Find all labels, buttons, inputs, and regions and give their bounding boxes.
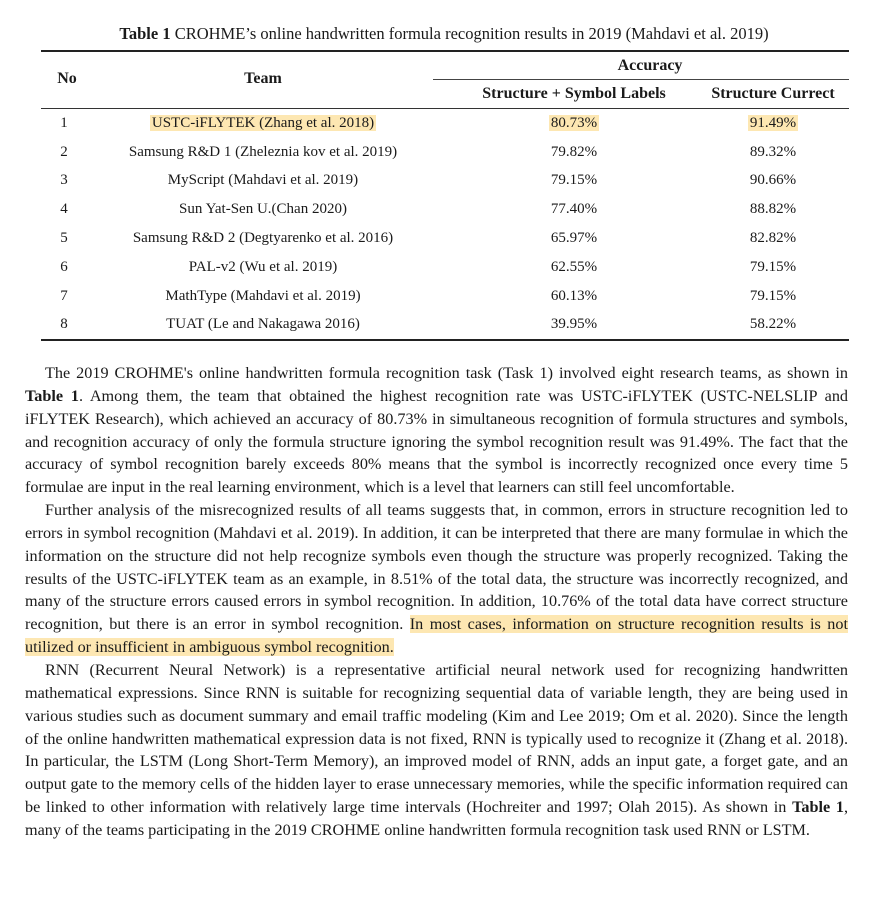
row-team: PAL-v2 (Wu et al. 2019): [188, 258, 338, 275]
row-structure-symbol: 39.95%: [550, 316, 598, 333]
table-reference: Table 1: [25, 386, 79, 405]
row-no: 8: [60, 316, 68, 333]
header-structure: Structure Currect: [697, 80, 849, 109]
header-structure-symbol: Structure + Symbol Labels: [433, 80, 697, 109]
row-structure: 79.15%: [749, 258, 797, 275]
caption-label: Table 1: [119, 24, 171, 43]
paragraph-1: The 2019 CROHME's online handwritten formula recognition task (Task 1) involved eight research teams, as shown in Table 1. Among them, the team that obtained the highest recognition rate was USTC-iFLYTEK (USTC-NELSLIP and iFLYTEK Research), which achieved an accuracy of 80.73% in simultaneous recognition of formula structures and symbols, and recognition accuracy of only the formula structure ignoring the symbol recognition result was 91.49%. The fact that the accuracy of symbol recognition barely exceeds 80% means that the symbol is incorrectly recognized once every time 5 formulae are input in the real learning environment, which is a level that learners can still feel uncomfortable.: [25, 364, 849, 497]
table-row: [41, 167, 849, 196]
row-structure: 90.66%: [749, 172, 797, 189]
row-structure: 88.82%: [749, 201, 797, 218]
table-row: [41, 253, 849, 282]
row-structure-symbol: 79.15%: [550, 172, 598, 189]
caption-text: CROHME’s online handwritten formula recognition results in 2019 (Mahdavi et al. 2019): [170, 24, 769, 43]
table-row: [41, 282, 849, 311]
body-text: [25, 362, 848, 842]
row-team: MyScript (Mahdavi et al. 2019): [167, 172, 359, 189]
row-team: Sun Yat-Sen U.(Chan 2020): [179, 201, 347, 218]
row-structure: 82.82%: [749, 230, 797, 247]
row-no: 2: [60, 143, 68, 160]
results-table: [41, 50, 849, 341]
header-no: No: [41, 51, 93, 109]
highlighted-sentence: In most cases, information on structure recognition results is not utilized or insufficient in ambiguous symbol recognition.: [25, 615, 848, 657]
row-no: 5: [60, 230, 68, 247]
table-row: [41, 311, 849, 341]
row-no: 4: [60, 201, 68, 218]
row-no: 6: [60, 258, 68, 275]
row-structure-symbol: 80.73%: [550, 114, 598, 131]
row-structure-symbol: 77.40%: [550, 201, 598, 218]
row-structure: 89.32%: [749, 143, 797, 160]
row-structure-symbol: 79.82%: [550, 143, 598, 160]
table-row: [41, 138, 849, 167]
table-row: [41, 224, 849, 253]
highlight: USTC-iFLYTEK (Zhang et al. 2018): [151, 114, 375, 131]
table-reference: Table 1: [792, 798, 844, 817]
row-no: 1: [60, 114, 68, 131]
table-row: [41, 195, 849, 224]
table-row: [41, 109, 849, 138]
row-team: Samsung R&D 1 (Zheleznia kov et al. 2019): [128, 143, 398, 160]
row-team: [93, 109, 433, 138]
header-team: Team: [93, 51, 433, 109]
row-structure-symbol: 62.55%: [550, 258, 598, 275]
row-structure: 91.49%: [749, 114, 797, 131]
row-team: Samsung R&D 2 (Degtyarenko et al. 2016): [132, 230, 394, 247]
paragraph-3: RNN (Recurrent Neural Network) is a representative artificial neural network used for recognizing handwritten mathematical expressions. Since RNN is suitable for recognizing sequential data of variable length, they are being used in various studies such as document summary and email traffic modeling (Kim and Lee 2019; Om et al. 2020). Since the length of the online handwritten mathematical expression data is not fixed, RNN is typically used to recognize it (Zhang et al. 2018). In particular, the LSTM (Long Short-Term Memory), an improved model of RNN, adds an input gate, a forget gate, and an output gate to the memory cells of the hidden layer to erase unnecessary memories, while the specific information required can be linked to other information with relatively large time intervals (Hochreiter and 1997; Olah 2015). As shown in Table 1, many of the teams participating in the 2019 CROHME online handwritten formula recognition task used RNN or LSTM.: [25, 660, 848, 839]
row-structure: 58.22%: [749, 316, 797, 333]
header-accuracy: Accuracy: [433, 51, 849, 80]
paragraph-2: Further analysis of the misrecognized results of all teams suggests that, in common, errors in structure recognition led to errors in symbol recognition (Mahdavi et al. 2019). In addition, it can be interpreted that there are many formulae in which the information on the structure did not help recognize symbols even though the structure was properly recognized. Taking the results of the USTC-iFLYTEK team as an example, in 8.51% of the total data, the structure was incorrectly recognized, and many of the structure errors caused errors in symbol recognition. In addition, 10.76% of the total data have correct structure recognition, but there is an error in symbol recognition. In most cases, information on structure recognition results is not utilized or insufficient in ambiguous symbol recognition.: [25, 501, 848, 657]
row-team: MathType (Mahdavi et al. 2019): [165, 287, 361, 304]
row-structure-symbol: 65.97%: [550, 230, 598, 247]
row-no: 3: [60, 172, 68, 189]
row-structure: 79.15%: [749, 287, 797, 304]
row-no: 7: [60, 287, 68, 304]
table-caption: [0, 24, 888, 44]
row-structure-symbol: 60.13%: [550, 287, 598, 304]
row-team: TUAT (Le and Nakagawa 2016): [166, 316, 360, 333]
